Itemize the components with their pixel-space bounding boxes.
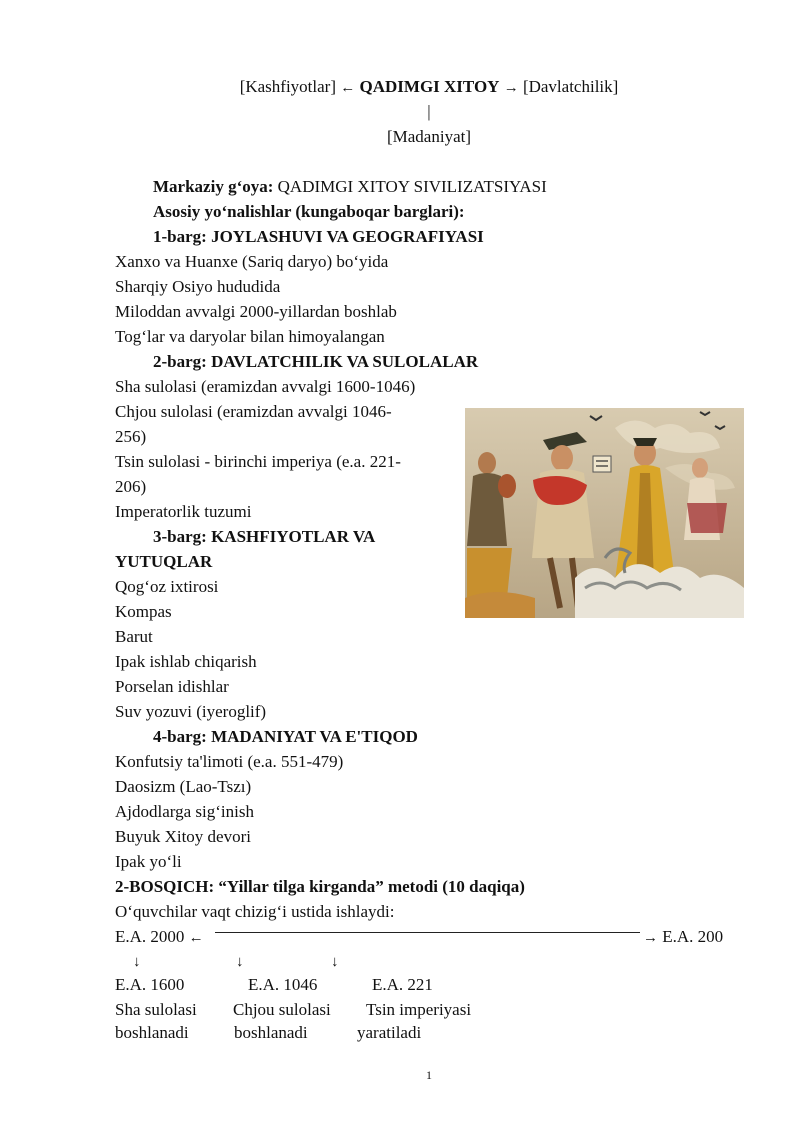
list-item: Ipak yo‘li	[115, 852, 182, 871]
timeline-start-label: E.A. 2000	[115, 927, 185, 946]
stage2-heading: 2-BOSQICH: “Yillar tilga kirganda” metodi (10 daqiqa)	[115, 877, 525, 896]
list-item: Daosizm (Lao-Tszı)	[115, 777, 252, 796]
timeline-event: boshlanadi	[234, 1023, 308, 1042]
list-item: Imperatorlik tuzumi	[115, 502, 252, 521]
list-item: Buyuk Xitoy devori	[115, 827, 251, 846]
stage2-intro: O‘quvchilar vaqt chizig‘i ustida ishlaydi:	[115, 902, 395, 921]
central-idea-label: Markaziy g‘oya:	[153, 177, 274, 196]
leaf4-heading: 4-barg: MADANIYAT VA E'TIQOD	[153, 727, 418, 746]
leaf3-heading-cont: YUTUQLAR	[115, 552, 213, 571]
arrow-right-icon: →	[643, 930, 658, 946]
map-left-node: [Kashfiyotlar]	[239, 77, 336, 96]
list-item: Sha sulolasi (eramizdan avvalgi 1600-1046)	[115, 377, 416, 396]
timeline-year: E.A. 221	[372, 975, 433, 994]
list-item: 206)	[115, 477, 147, 496]
central-idea-value: QADIMGI XITOY SIVILIZATSIYASI	[277, 177, 547, 196]
list-item: Suv yozuvi (iyeroglif)	[115, 702, 267, 721]
leaf2-heading: 2-barg: DAVLATCHILIK VA SULOLALAR	[153, 352, 479, 371]
list-item: Konfutsiy ta'limoti (e.a. 551-479)	[115, 752, 344, 771]
directions-heading: Asosiy yo‘nalishlar (kungaboqar barglari):	[153, 202, 465, 221]
map-connector: |	[427, 102, 431, 121]
arrow-down-icon: ↓	[133, 954, 141, 970]
list-item: Porselan idishlar	[115, 677, 229, 696]
timeline-end	[643, 926, 723, 949]
ancient-china-painting	[465, 408, 744, 618]
list-item: Barut	[115, 627, 153, 646]
map-header-row	[0, 76, 800, 99]
list-item: Ipak ishlab chiqarish	[115, 652, 257, 671]
map-right-node: [Davlatchilik]	[522, 77, 619, 96]
list-item: Tsin sulolasi - birinchi imperiya (e.a. 221-	[115, 452, 401, 471]
list-item: Kompas	[115, 602, 172, 621]
timeline-event: Tsin imperiyasi	[366, 1000, 472, 1019]
map-bottom-node: [Madaniyat]	[386, 127, 472, 146]
timeline-year: E.A. 1046	[248, 975, 318, 994]
list-item: Miloddan avvalgi 2000-yillardan boshlab	[115, 302, 397, 321]
list-item: Ajdodlarga sig‘inish	[115, 802, 254, 821]
list-item: Xanxo va Huanxe (Sariq daryo) bo‘yida	[115, 252, 389, 271]
arrow-left-icon: ←	[188, 930, 204, 946]
timeline-event: yaratiladi	[357, 1023, 422, 1042]
timeline-event: Chjou sulolasi	[233, 1000, 331, 1019]
leaf3-heading: 3-barg: KASHFIYOTLAR VA	[153, 527, 376, 546]
arrow-left-icon: ←	[340, 80, 356, 96]
timeline-start	[115, 926, 204, 949]
timeline-event: boshlanadi	[115, 1023, 189, 1042]
page-number: 1	[426, 1068, 432, 1082]
arrow-down-icon: ↓	[236, 954, 244, 970]
list-item: 256)	[115, 427, 147, 446]
arrow-down-icon: ↓	[331, 954, 339, 970]
timeline-end-label: E.A. 200	[662, 927, 724, 946]
arrow-right-icon: →	[503, 80, 519, 96]
timeline-year: E.A. 1600	[115, 975, 185, 994]
central-idea	[153, 176, 547, 198]
timeline-event: Sha sulolasi	[115, 1000, 197, 1019]
leaf1-heading: 1-barg: JOYLASHUVI VA GEOGRAFIYASI	[153, 227, 484, 246]
timeline-line	[215, 932, 640, 933]
list-item: Sharqiy Osiyo hududida	[115, 277, 281, 296]
list-item: Tog‘lar va daryolar bilan himoyalangan	[115, 327, 385, 346]
list-item: Qog‘oz ixtirosi	[115, 577, 219, 596]
list-item: Chjou sulolasi (eramizdan avvalgi 1046-	[115, 402, 392, 421]
map-center-title: QADIMGI XITOY	[359, 77, 500, 96]
